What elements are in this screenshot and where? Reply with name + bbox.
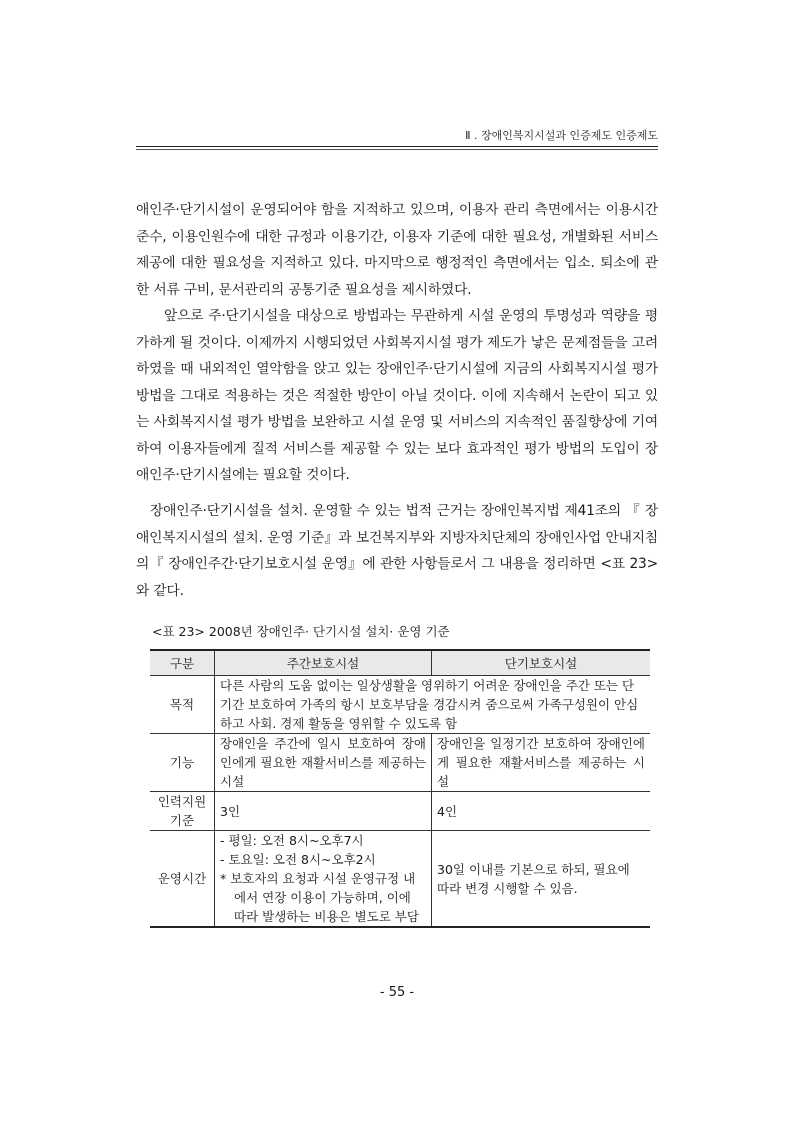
hours-short-term: 30일 이내를 기본으로 하되, 필요에 따라 변경 시행할 수 있음. [432,831,651,928]
hours-extension-note: * 보호자의 요청과 시설 운영규정 내 [220,871,416,886]
header-day-care: 주간보호시설 [215,650,432,676]
staffing-label-line1: 인력지원 [157,794,207,809]
hours-saturday: - 토요일: 오전 8시~오후2시 [220,852,376,867]
function-short-term: 장애인을 일정기간 보호하여 장애인에게 필요한 재활서비스를 제공하는 시설 [432,734,651,792]
body-section-2 [136,498,658,604]
table-caption: <표 23> 2008년 장애인주· 단기시설 설치· 운영 기준 [152,624,450,639]
page-number: - 55 - [379,985,415,1000]
running-header: Ⅱ . 장애인복지시설과 인증제도 인증제도 [465,129,658,142]
standards-table [150,649,650,928]
row-label-purpose: 목적 [150,676,215,734]
hours-extension-note-cont: 에서 연장 이용이 가능하며, 이에 따라 발생하는 비용은 별도로 부담 [234,890,419,924]
table-row-purpose [150,676,650,734]
staffing-label-line2: 기준 [169,813,195,828]
header-rule [136,146,658,147]
row-label-staffing [150,792,215,831]
header-rule-secondary [136,149,658,150]
paragraph-legal-basis: 장애인주·단기시설을 설치. 운영할 수 있는 법적 근거는 장애인복지법 제41조의 『 장애인복지시설의 설치. 운영 기준』과 보건복지부와 지방자치단체의 장애인사업 안내지침의『 장애인주간·단기보호시설 운영』에 관한 사항들로서 그 내용을 정리하면 <표 23>와 같다. [136,503,658,599]
row-label-function: 기능 [150,734,215,792]
hours-day-care [215,831,432,928]
body-section-1 [136,197,658,489]
table-header-row [150,650,650,676]
row-label-hours: 운영시간 [150,831,215,928]
purpose-text: 다른 사람의 도움 없이는 일상생활을 영위하기 어려운 장애인을 주간 또는 단기간 보호하여 가족의 항시 보호부담을 경감시켜 줌으로써 가족구성원이 안심하고 사회. 경제 활동을 영위할 수 있도록 함 [215,676,651,734]
header-short-term: 단기보호시설 [432,650,651,676]
function-day-care: 장애인을 주간에 일시 보호하여 장애인에게 필요한 재활서비스를 제공하는 시설 [215,734,432,792]
hours-weekday: - 평일: 오전 8시~오후7시 [220,833,364,848]
paragraph-continuation: 애인주·단기시설이 운영되어야 함을 지적하고 있으며, 이용자 관리 측면에서는 이용시간 준수, 이용인원수에 대한 규정과 이용기간, 이용자 기준에 대한 필요성, 개별화된 서비스 제공에 대한 필요성을 지적하고 있다. 마지막으로 행정적인 측면에서는 입소. 퇴소에 관한 서류 구비, 문서관리의 공통기준 필요성을 제시하였다. [136,202,658,298]
staffing-day-care: 3인 [215,792,432,831]
table-row-staffing [150,792,650,831]
paragraph-evaluation: 앞으로 주·단기시설을 대상으로 방법과는 무관하게 시설 운영의 투명성과 역량을 평가하게 될 것이다. 이제까지 시행되었던 사회복지시설 평가 제도가 낳은 문제점들을 고려하였을 때 내외적인 열악함을 앉고 있는 장애인주·단기시설에 지금의 사회복지시설 평가 방법을 그대로 적용하는 것은 적절한 방안이 아닐 것이다. 이에 지속해서 논란이 되고 있는 사회복지시설 평가 방법을 보완하고 시설 운영 및 서비스의 지속적인 품질향상에 기여하여 이용자들에게 질적 서비스를 제공할 수 있는 보다 효과적인 평가 방법의 도입이 장애인주·단기시설에는 필요할 것이다. [136,308,658,483]
table-row-function [150,734,650,792]
table-row-hours [150,831,650,928]
staffing-short-term: 4인 [432,792,651,831]
header-category: 구분 [150,650,215,676]
